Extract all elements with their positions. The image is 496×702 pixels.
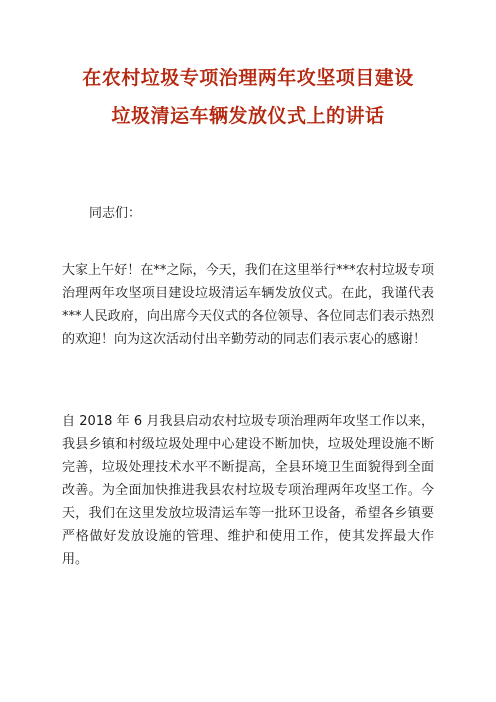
document-title-line-1: 在农村垃圾专项治理两年攻坚项目建设: [82, 67, 414, 89]
greeting: 同志们：: [89, 206, 142, 221]
paragraph-background: 自 2018 年 6 月我县启动农村垃圾专项治理两年攻坚工作以来，我县乡镇和村级垃圾处理中心建设不断加快，垃圾处理设施不断完善，垃圾处理技术水平不断提高，全县环境卫生面貌得到全面改善。为全面加快推进我县农村垃圾专项治理两年攻坚工作。今天，我们在这里发放垃圾清运车等一批环卫设备，希望各乡镇要严格做好发放设施的管理、维护和使用工作，使其发挥最大作用。: [62, 414, 434, 567]
paragraph-opening: 大家上午好！在**之际，今天，我们在这里举行***农村垃圾专项治理两年攻坚项目建设垃圾清运车辆发放仪式。在此，我谨代表***人民政府，向出席今天仪式的各位领导、各位同志们表示热烈的欢迎！向为这次活动付出辛勤劳动的同志们表示衷心的感谢！: [62, 263, 434, 347]
document-title-line-2: 垃圾清运车辆发放仪式上的讲话: [111, 105, 385, 127]
